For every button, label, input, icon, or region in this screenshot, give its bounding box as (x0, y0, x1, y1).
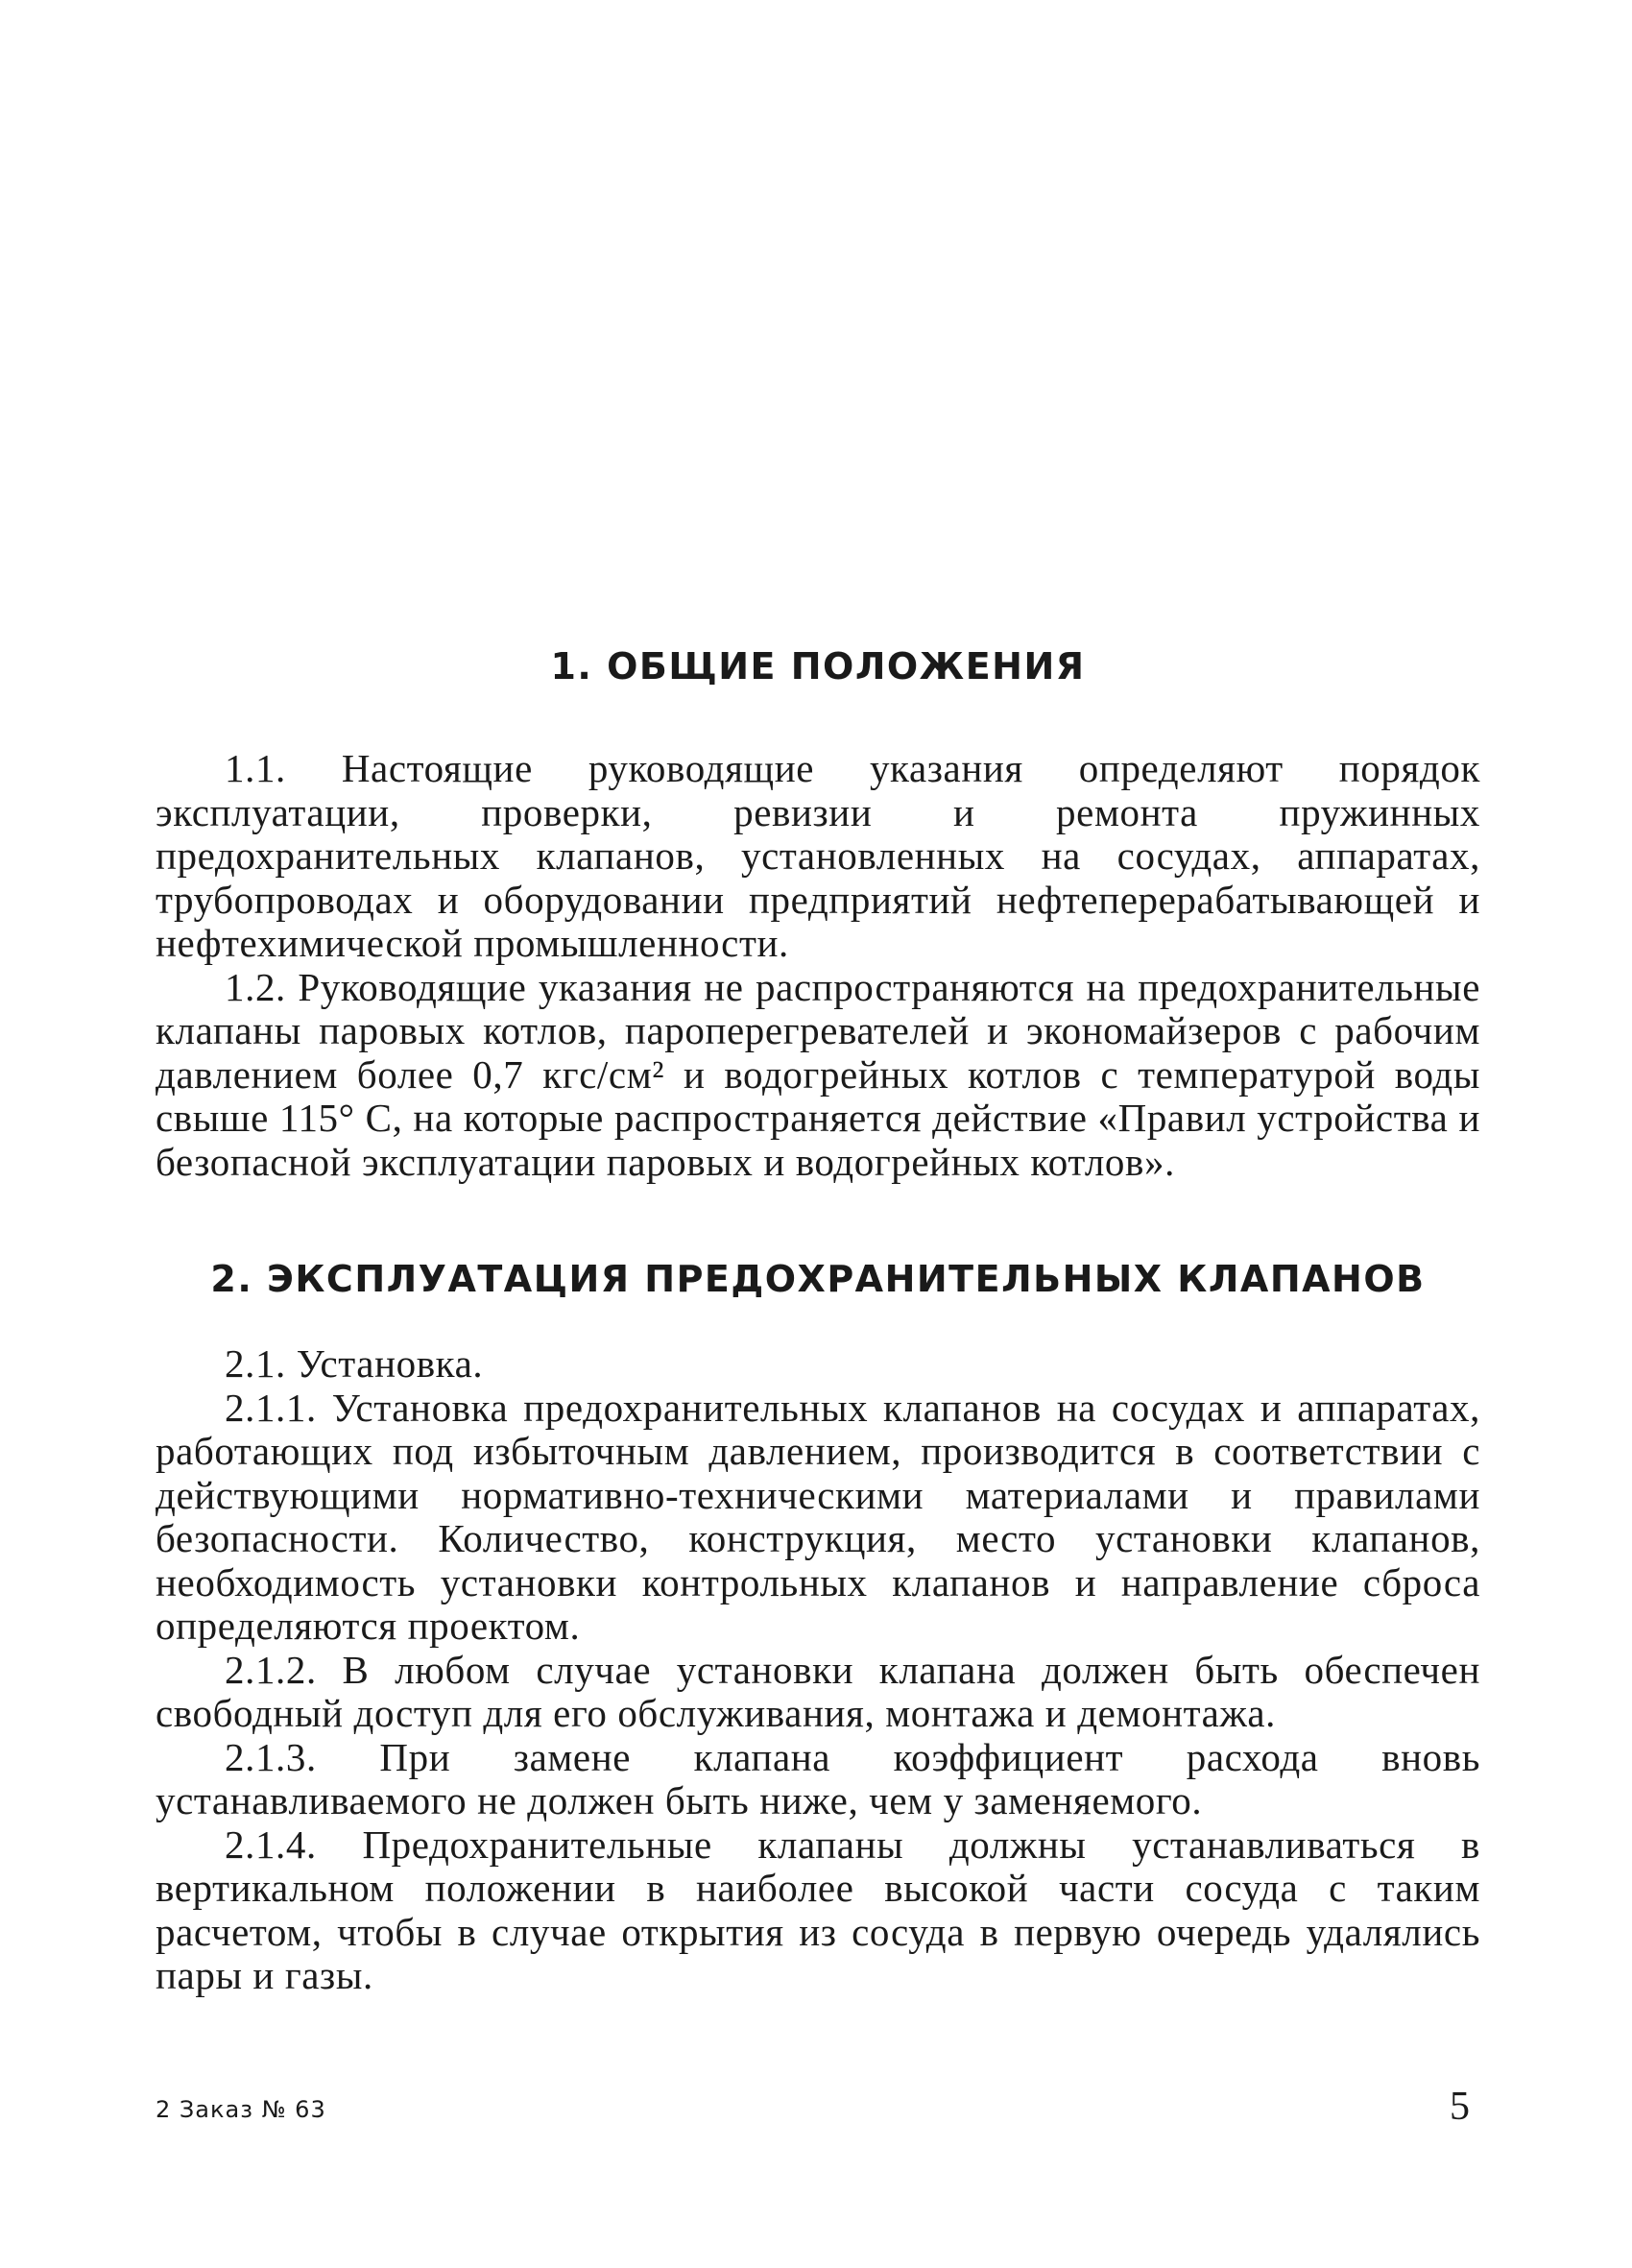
paragraph-1-1: 1.1. Настоящие руководящие указания определяют порядок эксплуатации, проверки, ревизии и ремонта пружинных предохранительных клапанов, установленных на сосудах, аппаратах, трубопроводах и оборудовании предприятий нефтеперерабатывающей и нефтехимической промышленности. (156, 746, 1480, 965)
section-1-body (156, 747, 1480, 1184)
order-number: 2 Заказ № 63 (156, 2096, 326, 2123)
section-2-heading: 2. ЭКСПЛУАТАЦИЯ ПРЕДОХРАНИТЕЛЬНЫХ КЛАПАНОВ (210, 1258, 1426, 1300)
paragraph-2-1-1: 2.1.1. Установка предохранительных клапанов на сосудах и аппаратах, работающих под избыточным давлением, производится в соответствии с действующими нормативно-техническими материалами и правилами безопасности. Количество, конструкция, место установки клапанов, необходимость установки контрольных клапанов и направление сброса определяются проектом. (156, 1385, 1480, 1648)
section-2 (156, 1258, 1480, 1300)
section-1-heading: 1. ОБЩИЕ ПОЛОЖЕНИЯ (550, 645, 1086, 688)
paragraph-2-1-3: 2.1.3. При замене клапана коэффициент расхода вновь устанавливаемого не должен быть ниже, чем у заменяемого. (156, 1734, 1480, 1822)
section-2-body (156, 1342, 1480, 1998)
paragraph-1-2: 1.2. Руководящие указания не распространяются на предохранительные клапаны паровых котлов, пароперегревателей и экономайзеров с рабочим давлением более 0,7 кгс/см² и водогрейных котлов с температурой воды свыше 115° С, на которые распространяется действие «Правил устройства и безопасной эксплуатации паровых и водогрейных котлов». (156, 964, 1480, 1184)
page-number: 5 (1450, 2085, 1470, 2129)
paragraph-2-1-2: 2.1.2. В любом случае установки клапана должен быть обеспечен свободный доступ для его обслуживания, монтажа и демонтажа. (156, 1647, 1480, 1735)
section-1 (156, 645, 1480, 688)
paragraph-2-1: 2.1. Установка. (225, 1341, 484, 1386)
paragraph-2-1-4: 2.1.4. Предохранительные клапаны должны устанавливаться в вертикальном положении в наиболее высокой части сосуда с таким расчетом, чтобы в случае открытия из сосуда в первую очередь удалялись пары и газы. (156, 1822, 1480, 1997)
